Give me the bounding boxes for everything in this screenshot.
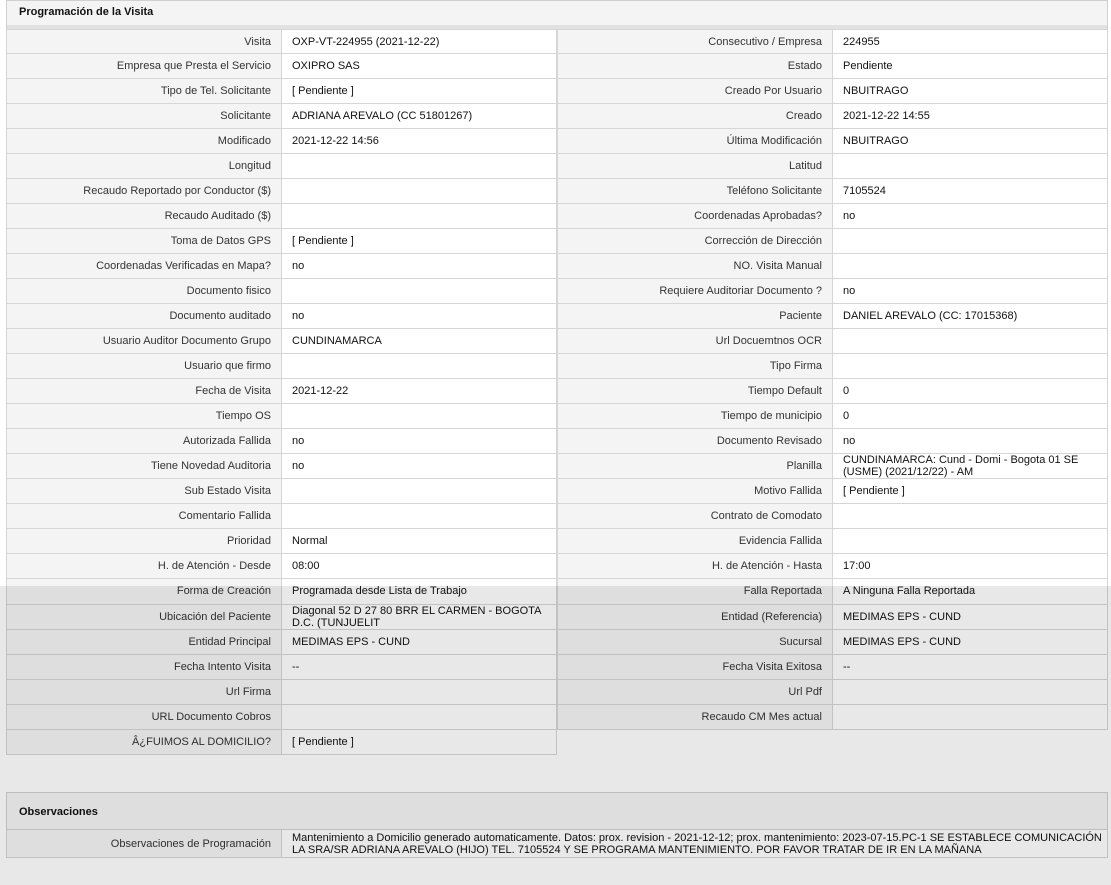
field-label: Usuario que firmo	[6, 354, 282, 379]
section-header-observaciones	[6, 792, 1108, 830]
field-value	[282, 479, 557, 504]
field-value: [ Pendiente ]	[282, 229, 557, 254]
field-label: Tiempo de municipio	[557, 404, 833, 429]
field-value	[282, 354, 557, 379]
field-value: NBUITRAGO	[833, 129, 1108, 154]
field-label: Modificado	[6, 129, 282, 154]
field-label: Evidencia Fallida	[557, 529, 833, 554]
field-value: [ Pendiente ]	[833, 479, 1108, 504]
field-value: OXP-VT-224955 (2021-12-22)	[282, 29, 557, 54]
field-label: Observaciones de Programación	[6, 830, 282, 858]
field-label: Empresa que Presta el Servicio	[6, 54, 282, 79]
field-label: Recaudo Reportado por Conductor ($)	[6, 179, 282, 204]
field-value	[282, 705, 557, 730]
field-label: Ubicación del Paciente	[6, 605, 282, 630]
field-label: NO. Visita Manual	[557, 254, 833, 279]
field-label: H. de Atención - Desde	[6, 554, 282, 579]
field-label: Url Pdf	[557, 680, 833, 705]
field-value	[282, 179, 557, 204]
field-label: Longitud	[6, 154, 282, 179]
field-label: Estado	[557, 54, 833, 79]
field-value: no	[833, 429, 1108, 454]
field-value: 2021-12-22 14:56	[282, 129, 557, 154]
field-label: Paciente	[557, 304, 833, 329]
field-value: CUNDINAMARCA: Cund - Domi - Bogota 01 SE (USME) (2021/12/22) - AM	[833, 454, 1108, 479]
field-value	[833, 680, 1108, 705]
field-label: Teléfono Solicitante	[557, 179, 833, 204]
field-value: Mantenimiento a Domicilio generado automaticamente. Datos: prox. revision - 2021-12-12; prox. mantenimiento: 2023-07-15.PC-1 SE ESTABLECE COMUNICACIÓN LA SRA/SR ADRIANA AREVALO (HIJO) TEL. 7105524 Y SE PROGRAMA MANTENIMIENTO. POR FAVOR TRATAR DE IR EN LA MAÑANA	[282, 830, 1108, 858]
field-label: Tiempo OS	[6, 404, 282, 429]
field-value	[282, 680, 557, 705]
field-label: Consecutivo / Empresa	[557, 29, 833, 54]
section-header-programacion	[6, 0, 1108, 29]
field-value: no	[282, 254, 557, 279]
field-label: Coordenadas Verificadas en Mapa?	[6, 254, 282, 279]
field-value: no	[282, 429, 557, 454]
observaciones-row	[6, 830, 1108, 858]
field-value: MEDIMAS EPS - CUND	[833, 630, 1108, 655]
field-label: H. de Atención - Hasta	[557, 554, 833, 579]
field-label: Visita	[6, 29, 282, 54]
field-value: --	[833, 655, 1108, 680]
visit-details-grid	[6, 29, 1108, 755]
field-label: Recaudo Auditado ($)	[6, 204, 282, 229]
field-label: Documento fisico	[6, 279, 282, 304]
field-value: no	[833, 204, 1108, 229]
field-label: Motivo Fallida	[557, 479, 833, 504]
field-value: NBUITRAGO	[833, 79, 1108, 104]
field-label: Sub Estado Visita	[6, 479, 282, 504]
field-label: Coordenadas Aprobadas?	[557, 204, 833, 229]
field-label: Solicitante	[6, 104, 282, 129]
field-label: Corrección de Dirección	[557, 229, 833, 254]
field-label: Sucursal	[557, 630, 833, 655]
field-value	[833, 329, 1108, 354]
field-value: no	[282, 304, 557, 329]
field-value	[833, 154, 1108, 179]
field-value: 2021-12-22	[282, 379, 557, 404]
field-value	[282, 154, 557, 179]
field-label: Falla Reportada	[557, 579, 833, 605]
section-title: Programación de la Visita	[19, 6, 154, 18]
field-label: Usuario Auditor Documento Grupo	[6, 329, 282, 354]
field-value: [ Pendiente ]	[282, 730, 557, 755]
field-value: 0	[833, 404, 1108, 429]
field-value: Pendiente	[833, 54, 1108, 79]
field-label: Creado Por Usuario	[557, 79, 833, 104]
field-label: Prioridad	[6, 529, 282, 554]
field-value	[282, 279, 557, 304]
field-label: Fecha Intento Visita	[6, 655, 282, 680]
field-value: 08:00	[282, 554, 557, 579]
field-value	[833, 529, 1108, 554]
field-label: Latitud	[557, 154, 833, 179]
field-label: Autorizada Fallida	[6, 429, 282, 454]
field-value: MEDIMAS EPS - CUND	[833, 605, 1108, 630]
field-value: 224955	[833, 29, 1108, 54]
field-value	[833, 504, 1108, 529]
field-value: --	[282, 655, 557, 680]
field-label: Última Modificación	[557, 129, 833, 154]
field-label: Tipo Firma	[557, 354, 833, 379]
section-title: Observaciones	[19, 806, 98, 818]
field-label: Requiere Auditoriar Documento ?	[557, 279, 833, 304]
field-value: ADRIANA AREVALO (CC 51801267)	[282, 104, 557, 129]
field-value: CUNDINAMARCA	[282, 329, 557, 354]
field-label: Tipo de Tel. Solicitante	[6, 79, 282, 104]
field-label: URL Documento Cobros	[6, 705, 282, 730]
field-label: Contrato de Comodato	[557, 504, 833, 529]
field-value	[833, 354, 1108, 379]
field-label: Comentario Fallida	[6, 504, 282, 529]
field-label: Â¿FUIMOS AL DOMICILIO?	[6, 730, 282, 755]
field-label: Recaudo CM Mes actual	[557, 705, 833, 730]
field-label: Entidad (Referencia)	[557, 605, 833, 630]
field-value: no	[833, 279, 1108, 304]
field-value	[282, 504, 557, 529]
field-label: Fecha Visita Exitosa	[557, 655, 833, 680]
field-label: Tiempo Default	[557, 379, 833, 404]
field-label: Planilla	[557, 454, 833, 479]
field-value: Programada desde Lista de Trabajo	[282, 579, 557, 605]
field-label: Documento Revisado	[557, 429, 833, 454]
field-label: Url Docuemtnos OCR	[557, 329, 833, 354]
field-label: Documento auditado	[6, 304, 282, 329]
field-value: [ Pendiente ]	[282, 79, 557, 104]
field-value	[833, 705, 1108, 730]
field-value: 0	[833, 379, 1108, 404]
field-value: Diagonal 52 D 27 80 BRR EL CARMEN - BOGOTA D.C. (TUNJUELIT	[282, 605, 557, 630]
field-value: no	[282, 454, 557, 479]
field-value: 2021-12-22 14:55	[833, 104, 1108, 129]
field-label: Forma de Creación	[6, 579, 282, 605]
field-value: OXIPRO SAS	[282, 54, 557, 79]
field-label: Creado	[557, 104, 833, 129]
field-value	[282, 404, 557, 429]
field-label: Toma de Datos GPS	[6, 229, 282, 254]
field-value	[833, 254, 1108, 279]
field-label: Tiene Novedad Auditoria	[6, 454, 282, 479]
field-label: Entidad Principal	[6, 630, 282, 655]
field-value: DANIEL AREVALO (CC: 17015368)	[833, 304, 1108, 329]
field-value: 17:00	[833, 554, 1108, 579]
field-label: Url Firma	[6, 680, 282, 705]
field-value	[833, 229, 1108, 254]
field-value: 7105524	[833, 179, 1108, 204]
field-label: Fecha de Visita	[6, 379, 282, 404]
field-value: A Ninguna Falla Reportada	[833, 579, 1108, 605]
field-value: MEDIMAS EPS - CUND	[282, 630, 557, 655]
field-value: Normal	[282, 529, 557, 554]
field-value	[282, 204, 557, 229]
